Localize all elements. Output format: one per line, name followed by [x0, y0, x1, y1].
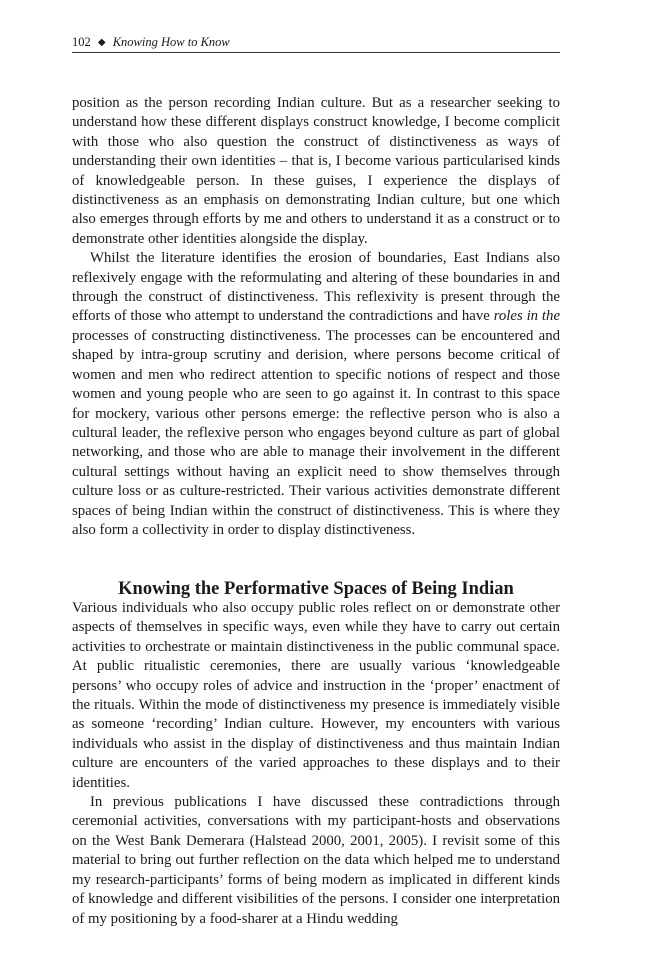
book-title: Knowing How to Know [112, 35, 230, 49]
section-1-body [72, 94, 560, 540]
paragraph-4: In previous publications I have discussed these contradictions through ceremonial activities, conversations with my participant-hosts and observations on the West Bank Demerara (Halstead 2000, 2001, 2005). I revisit some of this material to bring out further reflection on the data which helped me to understand my research-participants’ forms of being modern as implicated in different kinds of knowledge and different visibilities of the persons. I consider one interpretation of my positioning by a food-sharer at a Hindu wedding [72, 794, 560, 927]
paragraph-2-emphasis: roles in the [493, 308, 561, 325]
paragraph-2 [72, 249, 560, 540]
paragraph-2-text-b: processes of constructing distinctiveness. The processes can be encountered and shaped by intra-group scrutiny and derision, where persons become critical of women and men who redirect attention to specific notions of respect and those women and young people who are seen to go against it. In contrast to this space for mockery, various other persons emerge: the reflective person who is also a cultural leader, the reflexive person who engages beyond culture as part of global networking, and those who are able to manage their involvement in the different cultural settings without having an explicit need to show themselves through culture loss or as culture-restricted. Their various activities demonstrate different spaces of being Indian within the construct of distinctiveness. This is where they also form a collectivity in order to display distinctiveness. [72, 327, 560, 538]
section-heading: Knowing the Performative Spaces of Being Indian [118, 579, 514, 600]
paragraph-3: Various individuals who also occupy public roles reflect on or demonstrate other aspects of themselves in specific ways, even while they have to carry out certain activities to orchestrate or maintain distinctiveness in the public communal space. At public ritualistic ceremonies, there are usually various ‘knowledgeable persons’ who occupy roles of advice and instruction in the ‘proper’ enactment of the rituals. Within the mode of distinctiveness my presence is immediately visible as someone ‘recording’ Indian culture. However, my encounters with various individuals who assist in the display of distinctiveness and thus maintain Indian culture are encounters of the varied approaches to these displays and to their identities. [72, 600, 560, 791]
paragraph-2-text-a: Whilst the literature identifies the erosion of boundaries, East Indians also reflexively engage with the reformulating and altering of these boundaries in and through the construct of distinctiveness. This reflexivity is present through the efforts of those who attempt to understand the contradictions and have [72, 250, 560, 325]
page-number: 102 [72, 35, 91, 49]
running-head [72, 34, 560, 53]
paragraph-1: position as the person recording Indian culture. But as a researcher seeking to understand how these different displays construct knowledge, I become complicit with those who also question the construct of distinctiveness as ways of understanding their own identities – that is, I become various particularised kinds of knowledgeable person. In these guises, I experience the displays of distinctiveness as an emphasis on demonstrating Indian culture, but one which also emerges through efforts by me and others to understand it as a construct or to demonstrate other identities alongside the display. [72, 95, 560, 247]
diamond-separator-icon: ◆ [97, 37, 106, 48]
section-2-body [72, 599, 560, 929]
